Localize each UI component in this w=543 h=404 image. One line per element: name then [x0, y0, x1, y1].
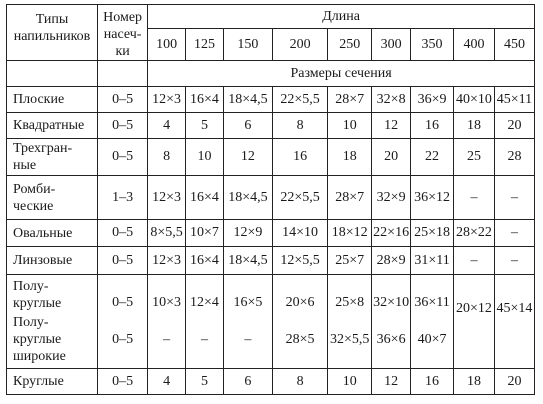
- row-value: 28×7: [328, 87, 372, 113]
- row-value: [272, 275, 327, 369]
- length-300: 300: [372, 29, 411, 61]
- row-value: [223, 275, 272, 369]
- header-length: Длина: [148, 5, 535, 29]
- row-value-item: 10×3: [152, 295, 182, 311]
- row-value: 16: [411, 369, 454, 395]
- row-value: 28×22: [454, 220, 495, 247]
- row-type: Овальные: [7, 220, 98, 247]
- row-value: 12×3: [148, 176, 186, 220]
- row-value-item: 20×12: [456, 300, 492, 316]
- row-type: [7, 275, 98, 369]
- row-value: 12: [372, 113, 411, 139]
- row-value: 18×4,5: [223, 176, 272, 220]
- length-100: 100: [148, 29, 186, 61]
- row-value-item: 36×11: [414, 295, 450, 311]
- row-value-item: –: [200, 331, 208, 347]
- row-value: 18×12: [328, 220, 372, 247]
- row-value: [494, 275, 534, 369]
- table-row: [7, 113, 535, 139]
- row-value: 22: [411, 139, 454, 176]
- row-value: 28×7: [328, 176, 372, 220]
- length-150: 150: [223, 29, 272, 61]
- row-value: 45×11: [494, 87, 534, 113]
- row-value: [148, 275, 186, 369]
- row-value: 12: [372, 369, 411, 395]
- row-type-label: Полу- круглые: [13, 279, 62, 311]
- table-row: [7, 220, 535, 247]
- row-value: 36×12: [411, 176, 454, 220]
- row-value-item: –: [163, 331, 171, 347]
- row-value: 22×5,5: [272, 176, 327, 220]
- row-type: Линзовые: [7, 247, 98, 275]
- row-value: 36×9: [411, 87, 454, 113]
- row-value: 4: [148, 113, 186, 139]
- row-value: 18: [454, 113, 495, 139]
- row-value: [411, 275, 454, 369]
- row-type-label: Полу- круглые широкие: [13, 315, 66, 364]
- row-value: [372, 275, 411, 369]
- row-value: 28×9: [372, 247, 411, 275]
- header-type: Типы напильников: [7, 5, 98, 61]
- row-number: 0–5: [98, 220, 148, 247]
- row-value: 5: [186, 113, 224, 139]
- row-number: 0–5: [98, 87, 148, 113]
- row-number: 0–5: [98, 113, 148, 139]
- row-value: –: [454, 247, 495, 275]
- row-value: 20: [494, 369, 534, 395]
- row-value: 8: [148, 139, 186, 176]
- row-value: 14×10: [272, 220, 327, 247]
- row-value: 22×5,5: [272, 87, 327, 113]
- row-value: 40×10: [454, 87, 495, 113]
- length-450: 450: [494, 29, 534, 61]
- length-250: 250: [328, 29, 372, 61]
- row-value: –: [494, 220, 534, 247]
- row-value: –: [454, 176, 495, 220]
- header-blank-type: [7, 61, 98, 87]
- row-value: 6: [223, 113, 272, 139]
- row-value: 12: [223, 139, 272, 176]
- row-value: 12×5,5: [272, 247, 327, 275]
- row-number: 0–5: [98, 247, 148, 275]
- row-value: 4: [148, 369, 186, 395]
- row-value: 16×4: [186, 247, 224, 275]
- row-type: Ромби- ческие: [7, 176, 98, 220]
- row-value-item: 0–5: [112, 331, 134, 347]
- row-value: 5: [186, 369, 224, 395]
- row-value: 10×7: [186, 220, 224, 247]
- row-type: Квадратные: [7, 113, 98, 139]
- table-row: [7, 369, 535, 395]
- length-350: 350: [411, 29, 454, 61]
- row-value: [454, 275, 495, 369]
- row-value: 32×9: [372, 176, 411, 220]
- row-value: 22×16: [372, 220, 411, 247]
- row-value-item: 28×5: [285, 331, 315, 347]
- row-value: 8: [272, 113, 327, 139]
- header-blank-number: [98, 61, 148, 87]
- row-number: 1–3: [98, 176, 148, 220]
- row-value: 18: [454, 369, 495, 395]
- row-value: [328, 275, 372, 369]
- row-value-item: 16×5: [233, 295, 263, 311]
- table-row-half-round: [7, 275, 535, 369]
- row-value: 16×4: [186, 176, 224, 220]
- row-type: Плоские: [7, 87, 98, 113]
- row-value: 31×11: [411, 247, 454, 275]
- length-400: 400: [454, 29, 495, 61]
- row-value: 32×8: [372, 87, 411, 113]
- file-sizes-table: [6, 4, 535, 395]
- row-value-item: –: [244, 331, 252, 347]
- table-row: [7, 139, 535, 176]
- row-value: 12×3: [148, 87, 186, 113]
- row-value-item: 45×14: [496, 300, 533, 316]
- row-value: 16: [411, 113, 454, 139]
- row-value: 6: [223, 369, 272, 395]
- row-value: 10: [328, 113, 372, 139]
- row-value: 10: [328, 369, 372, 395]
- row-number: 0–5: [98, 369, 148, 395]
- length-125: 125: [186, 29, 224, 61]
- row-value-item: 32×10: [373, 295, 410, 311]
- row-value: 18×4,5: [223, 247, 272, 275]
- row-value-item: 32×5,5: [329, 331, 370, 347]
- row-value: –: [494, 176, 534, 220]
- row-value: [98, 275, 148, 369]
- header-sizes: Размеры сечения: [148, 61, 535, 87]
- header-number: Номер насеч- ки: [98, 5, 148, 61]
- row-value: 18×4,5: [223, 87, 272, 113]
- row-value-item: 40×7: [417, 331, 447, 347]
- row-value: 28: [494, 139, 534, 176]
- row-value: 20: [372, 139, 411, 176]
- table-row: [7, 247, 535, 275]
- row-value: 25×7: [328, 247, 372, 275]
- row-type: Трехгран- ные: [7, 139, 98, 176]
- row-value: 8: [272, 369, 327, 395]
- row-value: 10: [186, 139, 224, 176]
- row-value: 25: [454, 139, 495, 176]
- row-value: 18: [328, 139, 372, 176]
- row-value-item: 20×6: [285, 295, 315, 311]
- row-value: 16×4: [186, 87, 224, 113]
- row-value: 25×18: [411, 220, 454, 247]
- length-200: 200: [272, 29, 327, 61]
- row-number: 0–5: [98, 139, 148, 176]
- row-value-item: 0–5: [112, 295, 134, 311]
- row-value-item: 25×8: [335, 295, 365, 311]
- row-value: 12×9: [223, 220, 272, 247]
- table-row: [7, 87, 535, 113]
- row-value: 12×3: [148, 247, 186, 275]
- row-value: 8×5,5: [148, 220, 186, 247]
- row-value-item: 36×6: [376, 331, 406, 347]
- row-type: Круглые: [7, 369, 98, 395]
- row-value: 20: [494, 113, 534, 139]
- row-value: [186, 275, 224, 369]
- row-value: 16: [272, 139, 327, 176]
- table-row: [7, 176, 535, 220]
- row-value-item: 12×4: [189, 295, 219, 311]
- row-value: –: [494, 247, 534, 275]
